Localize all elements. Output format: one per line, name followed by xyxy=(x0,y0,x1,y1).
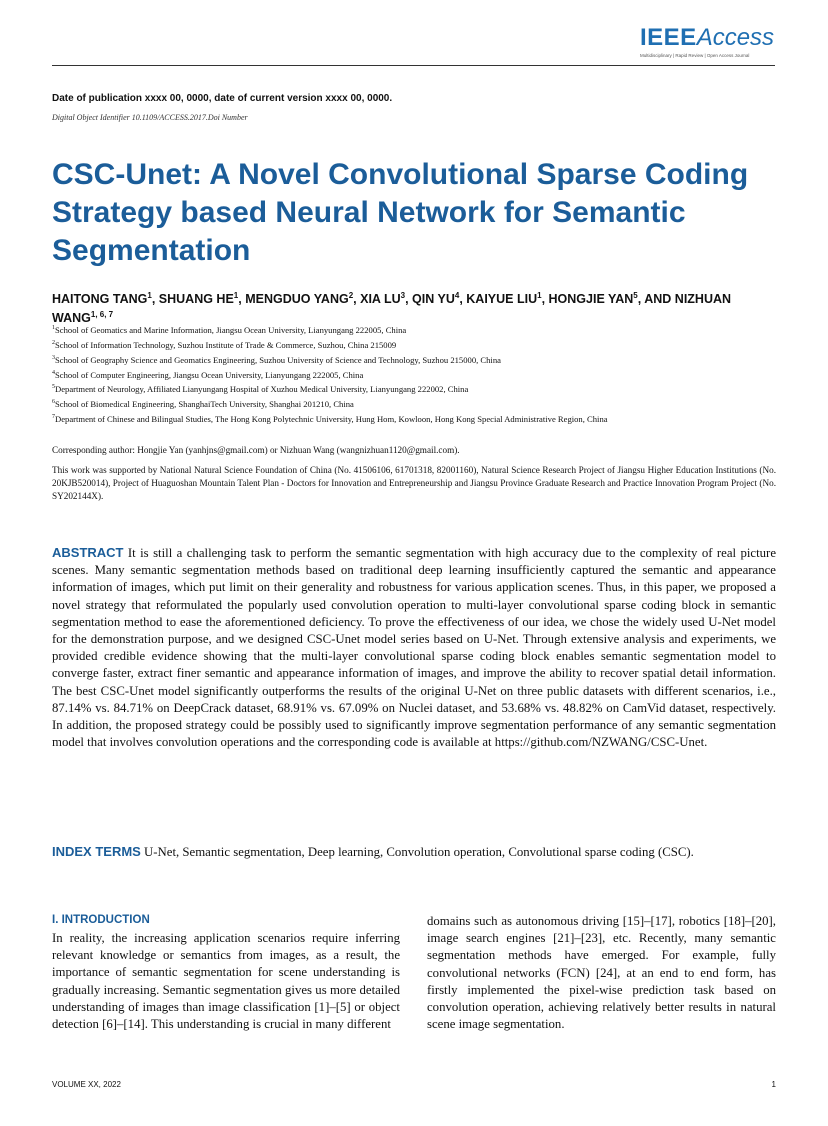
logo-access: Access xyxy=(696,24,775,51)
affiliation xyxy=(52,352,772,367)
affiliation-number: 4 xyxy=(52,369,55,376)
affiliation xyxy=(52,381,772,396)
affiliation-text: School of Biomedical Engineering, ShanghaiTech University, Shanghai 201210, China xyxy=(55,399,354,410)
logo-tagline: Multidisciplinary | Rapid Review | Open Access Journal xyxy=(640,53,750,58)
funding-statement: This work was supported by National Natural Science Foundation of China (No. 41506106, 61701318, 82001160), Natural Science Research Project of Jiangsu Higher Education Institutions (No. 20KJB520014), Project of Huaguoshan Mountain Talent Plan - Doctors for Innovation and Entrepreneurship and Jiangsu Province Graduate Research and Practice Innovation Program Project (No. SY202144X). xyxy=(52,465,776,501)
ieee-access-logo xyxy=(640,25,775,58)
author-name: QIN YU xyxy=(412,292,455,307)
author xyxy=(412,292,459,306)
logo-ieee: IEEE xyxy=(640,24,697,51)
affiliation-text: School of Geography Science and Geomatics Engineering, Suzhou University of Science and Technology, Suzhou 215000, China xyxy=(55,354,501,365)
affiliation-number: 2 xyxy=(52,339,55,346)
logo-wordmark xyxy=(640,25,775,51)
affiliation-text: School of Information Technology, Suzhou Institute of Trade & Commerce, Suzhou, China 215009 xyxy=(55,339,397,350)
author-affiliation-mark: 1 xyxy=(537,291,542,300)
author-affiliation-mark: 1 xyxy=(233,291,239,300)
author xyxy=(466,292,541,306)
affiliation-number: 1 xyxy=(52,325,55,331)
authors-and: AND xyxy=(644,292,675,307)
affiliation xyxy=(52,337,772,352)
author-affiliation-mark: 1 xyxy=(147,291,152,300)
affiliation xyxy=(52,411,772,426)
author-name: XIA LU xyxy=(360,292,401,307)
author xyxy=(245,292,353,306)
index-terms xyxy=(52,843,776,861)
section-heading-introduction: I. INTRODUCTION xyxy=(52,914,150,926)
intro-column-right: domains such as autonomous driving [15]–[17], robotics [18]–[20], image search engines [21]–[23], etc. Recently, many semantic segmentation methods have emerged. For example, fully convolutional networks (FCN) [24], at an end to end form, has firstly implemented the pixel-wise prediction task based on convolution operation, achieving relatively better results in natural scene image segmentation. xyxy=(427,914,776,1032)
affiliation xyxy=(52,396,772,411)
affiliation-text: School of Computer Engineering, Jiangsu Ocean University, Lianyungang 222005, China xyxy=(55,369,364,380)
index-terms-text: U-Net, Semantic segmentation, Deep learning, Convolution operation, Convolutional sparse coding (CSC). xyxy=(144,845,694,859)
abstract-text: It is still a challenging task to perform the semantic segmentation with high accuracy due to the complexity of real picture scenes. Many semantic segmentation methods based on traditional deep learning insufficiently captured the semantic and appearance information of images, which put limit on their generality and robustness for various application scenes. Thus, in this paper, we proposed a novel strategy that reformulated the popularly used convolution operation to multi-layer convolutional sparse coding block in semantic segmentation method to ease the aforementioned deficiency. To prove the effectiveness of our idea, we chose the widely used U-Net model for the demonstration purpose, and we designed CSC-Unet model series based on U-Net. Through extensive analysis and experiments, we provided credible evidence showing that the multi-layer convolutional sparse coding block enables semantic segmentation model to converge faster, extract finer semantic and appearance information of images, and improve the ability to recover spatial detail information. The best CSC-Unet model significantly outperforms the results of the original U-Net on three public datasets with different scenarios, i.e., 87.14% vs. 84.71% on DeepCrack dataset, 68.91% vs. 67.09% on Nuclei dataset, and 53.68% vs. 48.82% on CamVid dataset, respectively. In addition, the proposed strategy could be possibly used to significantly improve segmentation performance of any semantic segmentation model that involves convolution operations and the corresponding code is available at https://github.com/NZWANG/CSC-Unet. xyxy=(52,546,776,750)
author-name: HAITONG TANG xyxy=(52,292,148,307)
affiliation-number: 3 xyxy=(52,354,55,361)
doi-line: Digital Object Identifier 10.1109/ACCESS.2017.Doi Number xyxy=(52,113,248,122)
author-affiliation-mark: 3 xyxy=(400,291,406,300)
author-list: HAITONG TANG$^1$, SHUANG $HE^1$, MENGDUO YANG$^2$, XIA $LU^3$, QIN $YU^4$, KAIYUE LIU$^1$, HONGJIE YAN$^5$, AND NIZHUAN WANG$^{1, 6, 7}$ xyxy=(52,291,732,326)
author-affiliation-mark: 4 xyxy=(454,291,460,300)
abstract xyxy=(52,544,776,751)
author-name: SHUANG HE xyxy=(158,292,234,307)
affiliation-list xyxy=(52,322,772,426)
footer-page-number: 1 xyxy=(771,1080,776,1089)
author xyxy=(549,292,638,306)
abstract-label: ABSTRACT xyxy=(52,545,124,560)
affiliation xyxy=(52,322,772,337)
affiliation-text: School of Geomatics and Marine Information, Jiangsu Ocean University, Lianyungang 222005, China xyxy=(55,324,407,335)
author-affiliation-mark: 2 xyxy=(348,291,354,300)
affiliation-text: Department of Neurology, Affiliated Lianyungang Hospital of Xuzhou Medical University, Lianyungang 222002, China xyxy=(55,384,469,395)
paper-title: CSC-Unet: A Novel Convolutional Sparse Coding Strategy based Neural Network for Semantic Segmentation xyxy=(52,158,749,267)
intro-column-left: In reality, the increasing application scenarios require inferring relevant knowledge or semantics from images, as a result, the importance of semantic segmentation for scene understanding is gradually increasing. Semantic segmentation gives us more detailed understanding of images than image classification [1]–[5] or object detection [6]–[14]. This understanding is crucial in many different xyxy=(52,931,400,1032)
author-name: HONGJIE YAN xyxy=(548,292,634,307)
author-name: NIZHUAN WANG xyxy=(52,292,732,326)
affiliation-text: Department of Chinese and Bilingual Studies, The Hong Kong Polytechnic University, Hung Hom, Kowloon, Hong Kong Special Administrative Region, China xyxy=(55,414,608,425)
affiliation-number: 5 xyxy=(52,384,55,391)
author xyxy=(52,292,152,306)
author-name: KAIYUE LIU xyxy=(466,292,538,307)
corresponding-author: Corresponding author: Hongjie Yan (yanhjns@gmail.com) or Nizhuan Wang (wangnizhuan1120@gmail.com). xyxy=(52,445,460,455)
affiliation xyxy=(52,367,772,382)
author-affiliation-mark: 5 xyxy=(633,291,638,300)
footer-volume: VOLUME XX, 2022 xyxy=(52,1080,121,1089)
publication-date: Date of publication xxxx 00, 0000, date of current version xxxx 00, 0000. xyxy=(52,93,393,104)
affiliation-number: 6 xyxy=(52,399,55,406)
index-terms-label: INDEX TERMS xyxy=(52,844,141,859)
author xyxy=(360,292,405,306)
affiliation-number: 7 xyxy=(52,414,55,421)
header-divider xyxy=(52,65,775,66)
author-name: MENGDUO YANG xyxy=(245,292,349,307)
author xyxy=(159,292,238,306)
author-affiliation-mark: 1, 6, 7 xyxy=(90,310,114,320)
